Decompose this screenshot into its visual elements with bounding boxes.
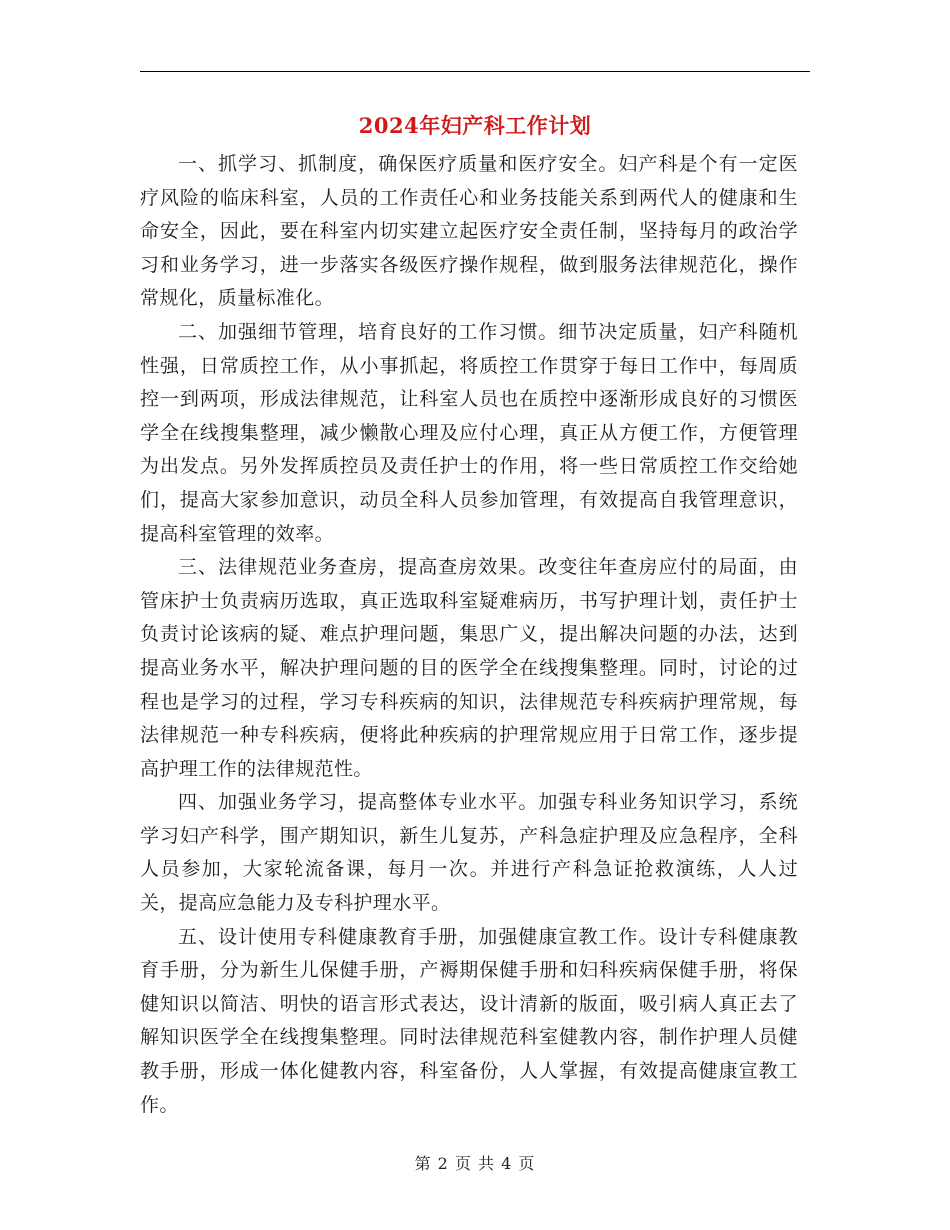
paragraph-4: 四、加强业务学习，提高整体专业水平。加强专科业务知识学习，系统学习妇产科学，围产期知识，新生儿复苏，产科急症护理及应急程序，全科人员参加，大家轮流备课，每月一次。并进行产科急证抢救演练，人人过关，提高应急能力及专科护理水平。: [140, 791, 798, 915]
page-number: 第 2 页 共 4 页: [414, 1154, 536, 1173]
paragraph-1: 一、抓学习、抓制度，确保医疗质量和医疗安全。妇产科是个有一定医疗风险的临床科室，人员的工作责任心和业务技能关系到两代人的健康和生命安全，因此，要在科室内切实建立起医疗安全责任制，坚持每月的政治学习和业务学习，进一步落实各级医疗操作规程，做到服务法律规范化，操作常规化，质量标准化。: [140, 153, 798, 310]
document-body: [140, 148, 798, 1122]
document-title: 2024年妇产科工作计划: [358, 113, 592, 138]
paragraph-5: 五、设计使用专科健康教育手册，加强健康宣教工作。设计专科健康教育手册，分为新生儿保健手册，产褥期保健手册和妇科疾病保健手册，将保健知识以简洁、明快的语言形式表达，设计清新的版面，吸引病人真正去了解知识医学全在线搜集整理。同时法律规范科室健教内容，制作护理人员健教手册，形成一体化健教内容，科室备份，人人掌握，有效提高健康宣教工作。: [140, 925, 798, 1116]
paragraph-2: 二、加强细节管理，培育良好的工作习惯。细节决定质量，妇产科随机性强，日常质控工作，从小事抓起，将质控工作贯穿于每日工作中，每周质控一到两项，形成法律规范，让科室人员也在质控中逐渐形成良好的习惯医学全在线搜集整理，减少懒散心理及应付心理，真正从方便工作，方便管理为出发点。另外发挥质控员及责任护士的作用，将一些日常质控工作交给她们，提高大家参加意识，动员全科人员参加管理，有效提高自我管理意识，提高科室管理的效率。: [140, 320, 798, 545]
header-rule: [140, 71, 810, 72]
paragraph-3: 三、法律规范业务查房，提高查房效果。改变往年查房应付的局面，由管床护士负责病历选取，真正选取科室疑难病历，书写护理计划，责任护士负责讨论该病的疑、难点护理问题，集思广义，提出解决问题的办法，达到提高业务水平，解决护理问题的目的医学全在线搜集整理。同时，讨论的过程也是学习的过程，学习专科疾病的知识，法律规范专科疾病护理常规，每法律规范一种专科疾病，便将此种疾病的护理常规应用于日常工作，逐步提高护理工作的法律规范性。: [140, 556, 798, 780]
